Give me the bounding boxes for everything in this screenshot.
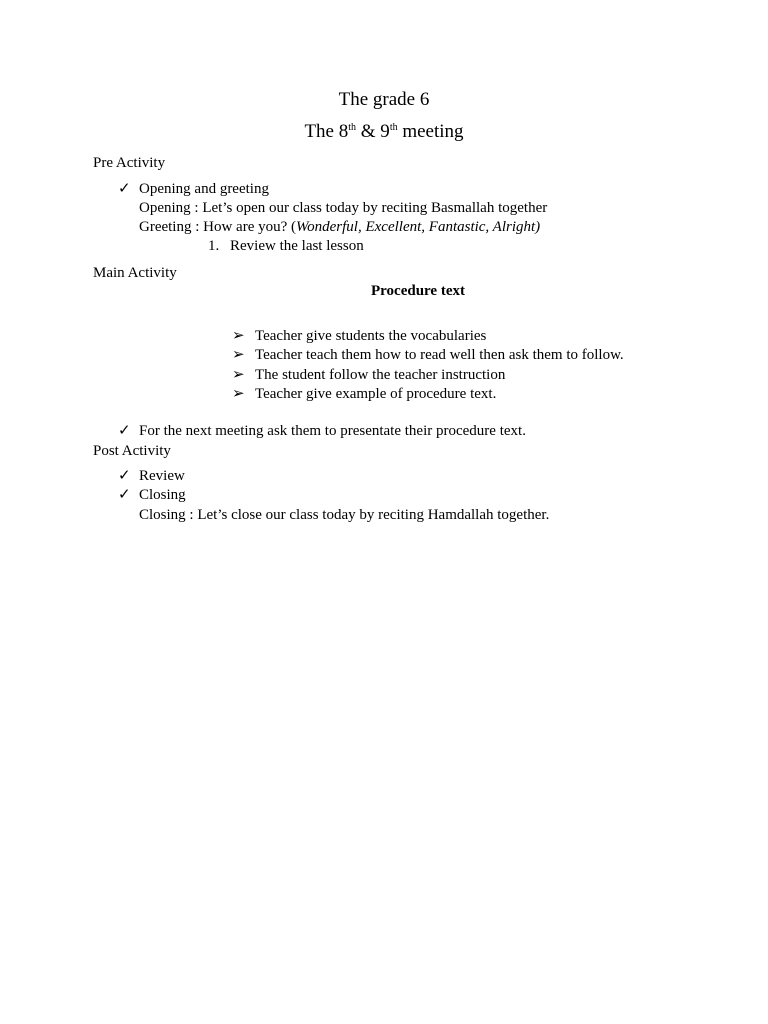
review-item: Review bbox=[139, 468, 185, 484]
procedure-text-heading: Procedure text bbox=[371, 283, 465, 299]
arrow-icon: ➢ bbox=[232, 367, 245, 383]
check-icon: ✓ bbox=[118, 468, 131, 484]
opening-text: Opening : Let’s open our class today by reciting Basmallah together bbox=[139, 200, 548, 216]
document-subtitle: The 8th & 9th meeting bbox=[304, 121, 464, 142]
closing-text: Closing : Let’s close our class today by reciting Hamdallah together. bbox=[139, 507, 550, 523]
review-last-lesson: Review the last lesson bbox=[230, 238, 364, 254]
document-title: The grade 6 bbox=[338, 89, 430, 110]
step-item: Teacher give students the vocabularies bbox=[255, 328, 487, 344]
opening-greeting-item: Opening and greeting bbox=[139, 181, 269, 197]
next-meeting-item: For the next meeting ask them to presentate their procedure text. bbox=[139, 423, 526, 439]
check-icon: ✓ bbox=[118, 487, 131, 503]
step-item: The student follow the teacher instruction bbox=[255, 367, 506, 383]
arrow-icon: ➢ bbox=[232, 386, 245, 402]
pre-activity-heading: Pre Activity bbox=[93, 155, 166, 171]
list-number: 1. bbox=[208, 238, 220, 254]
step-item: Teacher teach them how to read well then ask them to follow. bbox=[255, 347, 624, 363]
post-activity-heading: Post Activity bbox=[93, 443, 171, 459]
greeting-text: Greeting : How are you? (Wonderful, Excellent, Fantastic, Alright) bbox=[139, 219, 541, 235]
main-activity-heading: Main Activity bbox=[93, 265, 177, 281]
arrow-icon: ➢ bbox=[232, 347, 245, 363]
arrow-icon: ➢ bbox=[232, 328, 245, 344]
check-icon: ✓ bbox=[118, 423, 131, 439]
check-icon: ✓ bbox=[118, 181, 131, 197]
step-item: Teacher give example of procedure text. bbox=[255, 386, 497, 402]
closing-item: Closing bbox=[139, 487, 186, 503]
